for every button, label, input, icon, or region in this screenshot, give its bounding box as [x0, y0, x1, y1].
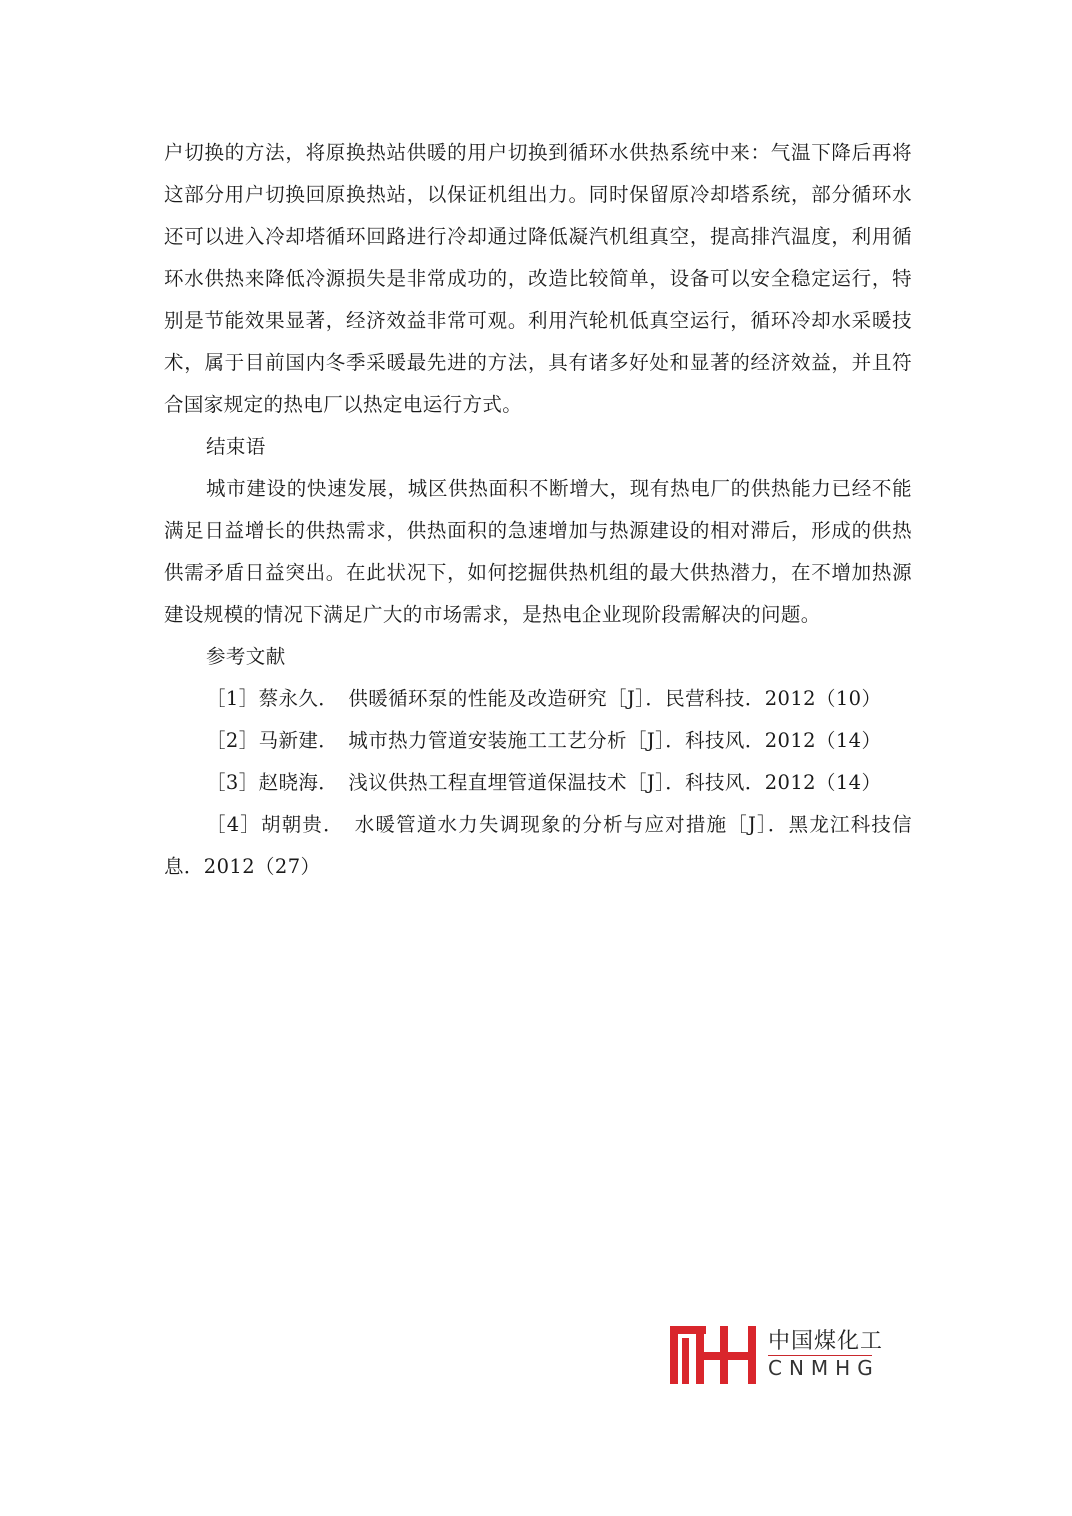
logo-name-cn: 中国煤化工: [768, 1329, 884, 1354]
publisher-logo: [668, 1322, 888, 1392]
article-body: [164, 132, 912, 888]
reference-item-3: ［3］赵晓海． 浅议供热工程直埋管道保温技术［J］．科技风．2012（14）: [206, 771, 882, 794]
reference-item-1: ［1］蔡永久． 供暖循环泵的性能及改造研究［J］．民营科技．2012（10）: [206, 687, 882, 710]
references-heading: 参考文献: [206, 645, 286, 668]
conclusion-paragraph: 城市建设的快速发展，城区供热面积不断增大，现有热电厂的供热能力已经不能满足日益增长的供热需求，供热面积的急速增加与热源建设的相对滞后，形成的供热供需矛盾日益突出。在此状况下，如何挖掘供热机组的最大供热潜力，在不增加热源建设规模的情况下满足广大的市场需求，是热电企业现阶段需解决的问题。: [164, 477, 912, 626]
conclusion-heading: 结束语: [206, 435, 266, 458]
body-paragraph: 户切换的方法，将原换热站供暖的用户切换到循环水供热系统中来：气温下降后再将这部分用户切换回原换热站，以保证机组出力。同时保留原冷却塔系统，部分循环水还可以进入冷却塔循环回路进行冷却通过降低凝汽机组真空，提高排汽温度，利用循环水供热来降低冷源损失是非常成功的，改造比较简单，设备可以安全稳定运行，特别是节能效果显著，经济效益非常可观。利用汽轮机低真空运行，循环冷却水采暖技术，属于目前国内冬季采暖最先进的方法，具有诸多好处和显著的经济效益，并且符合国家规定的热电厂以热定电运行方式。: [164, 141, 912, 416]
logo-mark-icon: [668, 1322, 760, 1386]
references-list: [164, 678, 912, 888]
reference-item-2: ［2］马新建． 城市热力管道安装施工工艺分析［J］．科技风．2012（14）: [206, 729, 882, 752]
reference-item-4: ［4］胡朝贵． 水暖管道水力失调现象的分析与应对措施［J］．黑龙江科技信息．2012（27）: [164, 813, 912, 878]
logo-name-en: CNMHG: [768, 1356, 880, 1380]
